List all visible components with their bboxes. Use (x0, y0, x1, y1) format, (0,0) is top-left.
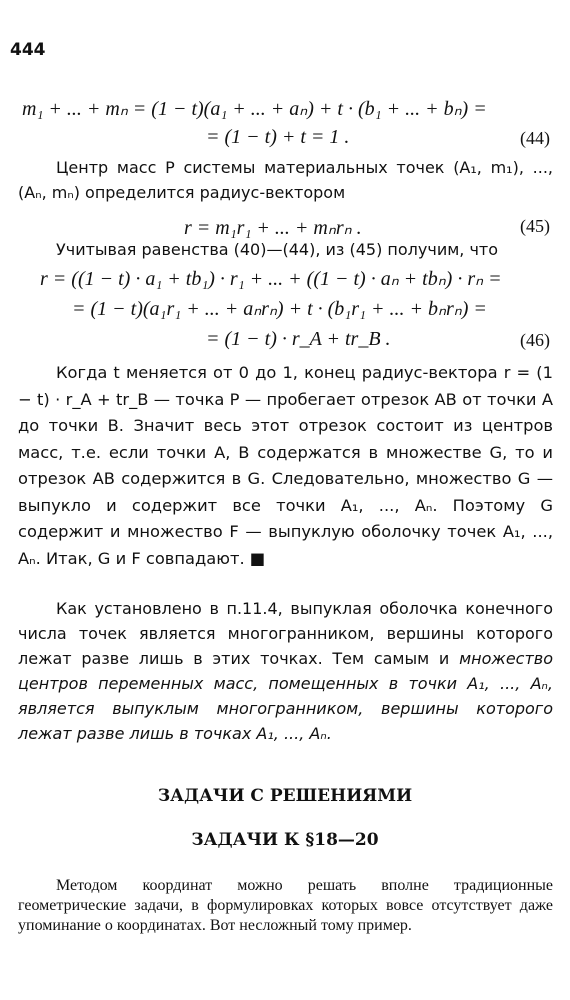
equation-46-number: (46) (520, 330, 550, 350)
convex-hull-plain-text: Как установлено в п.11.4, выпуклая оболочка конечного числа точек является многогранником, вершины которого лежат разве лишь в этих точках. Тем самым и (18, 599, 553, 668)
page-number: 444 (10, 40, 46, 60)
equation-44-line2: = (1 − t) + t = 1 . (206, 126, 350, 148)
paragraph-given-equalities: Учитывая равенства (40)—(44), из (45) получим, что (56, 240, 499, 259)
paragraph-segment-argument: Когда t меняется от 0 до 1, конец радиус-вектора r = (1 − t) · r_A + tr_B — точка P — пробегает отрезок AB от точки A до точки B. Значит весь этот отрезок состоит из центров масс, т.е. если точки A, B содержатся в множестве G, то и отрезок AB содержится в G. Следовательно, множество G — выпукло и содержит все точки A₁, ..., Aₙ. Поэтому G содержит и множество F — выпуклую оболочку точек A₁, ..., Aₙ. Итак, G и F совпадают. ■ (18, 363, 553, 568)
equation-45: r = m₁r₁ + ... + mₙrₙ . (184, 217, 362, 239)
equation-46-line2: = (1 − t)(a₁r₁ + ... + aₙrₙ) + t · (b₁r₁ + ... + bₙrₙ) = (72, 298, 487, 320)
paragraph-center-of-mass: Центр масс P системы материальных точек (A₁, m₁), ..., (Aₙ, mₙ) определится радиус-вектором (18, 158, 553, 202)
heading-problems-section: ЗАДАЧИ К §18—20 (191, 830, 379, 850)
equation-46-line3: = (1 − t) · r_A + tr_B . (206, 328, 391, 350)
convex-hull-italic-text: множество центров переменных масс, помещенных в точки A₁, ..., Aₙ, является выпуклым многогранником, вершины которого лежат разве лишь в точках A₁, ..., Aₙ. (18, 649, 553, 743)
paragraph-convex-hull (18, 596, 553, 746)
heading-solved-problems: ЗАДАЧИ С РЕШЕНИЯМИ (157, 786, 413, 806)
equation-44-number: (44) (520, 128, 550, 148)
paragraph-coordinate-method: Методом координат можно решать вполне традиционные геометрические задачи, в формулировках которых вовсе отсутствует даже упоминание о координатах. Вот несложный тому пример. (18, 877, 553, 934)
equation-45-number: (45) (520, 216, 550, 236)
equation-46-line1: r = ((1 − t) · a₁ + tb₁) · r₁ + ... + ((1 − t) · aₙ + tbₙ) · rₙ = (40, 268, 502, 290)
equation-44-line1: m₁ + ... + mₙ = (1 − t)(a₁ + ... + aₙ) + t · (b₁ + ... + bₙ) = (22, 98, 487, 120)
